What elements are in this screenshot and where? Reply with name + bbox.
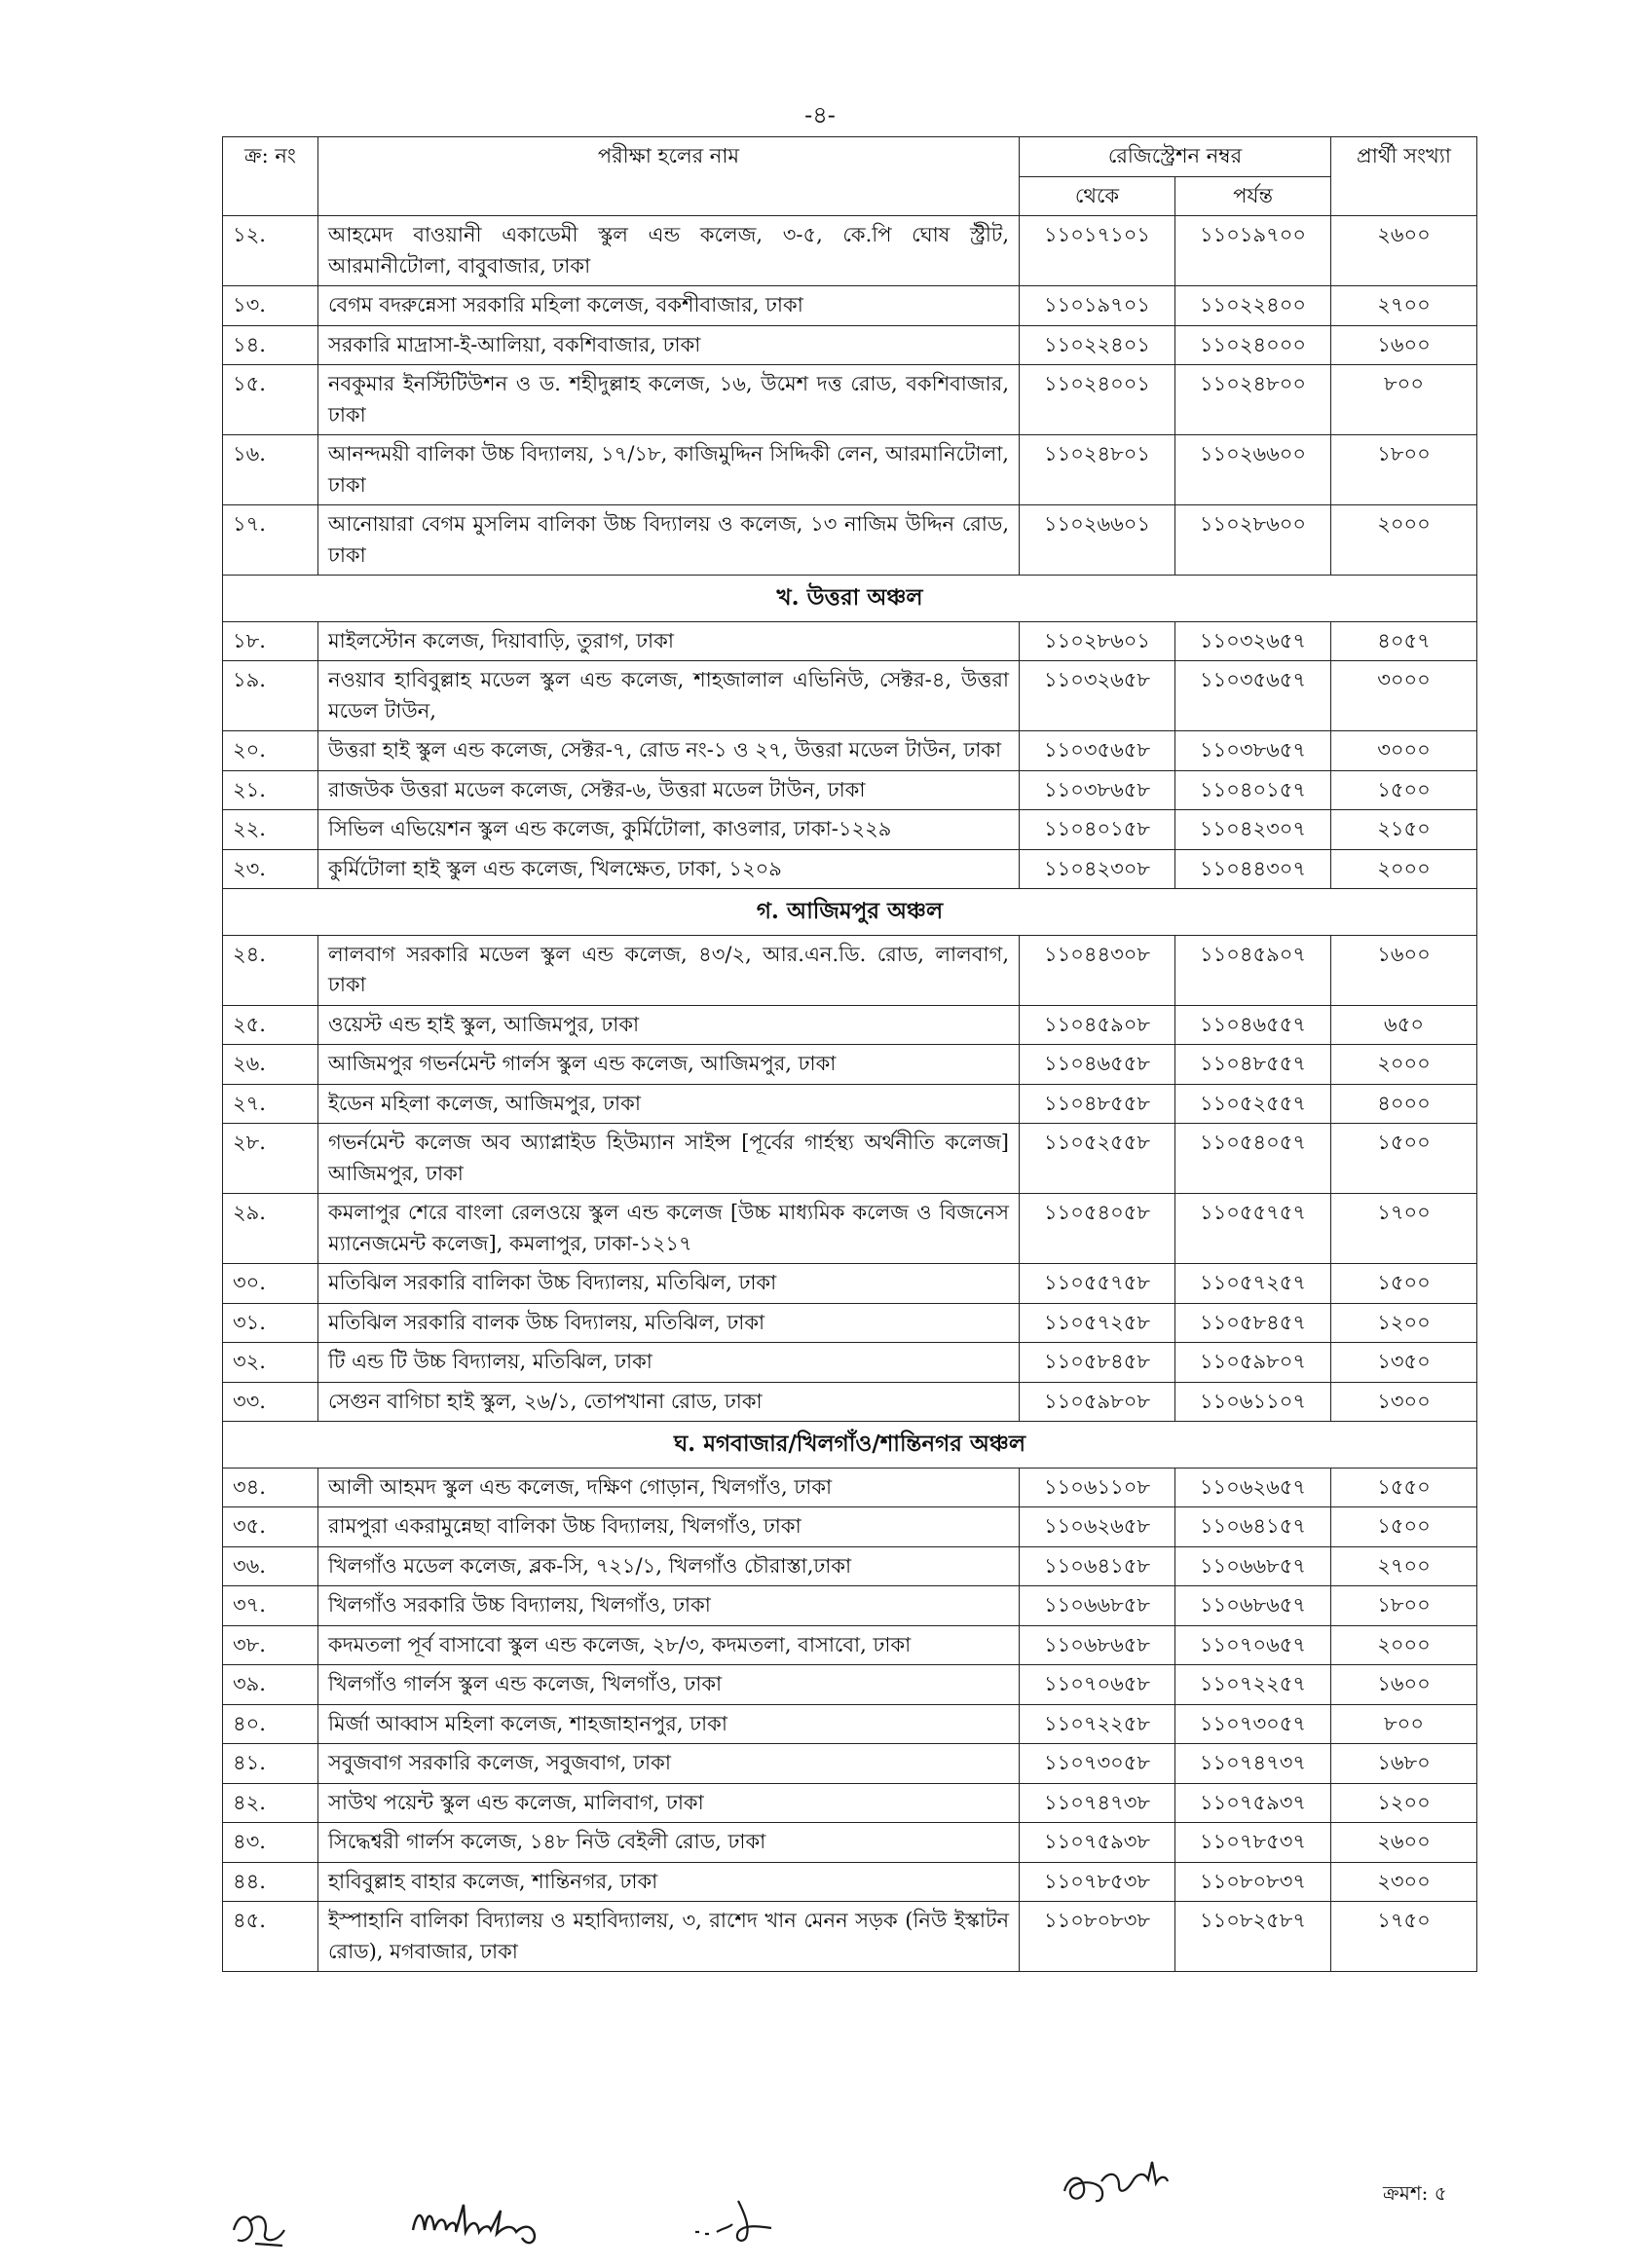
table-row — [223, 1194, 1477, 1264]
serial-cell: ৩৫. — [223, 1507, 318, 1547]
registration-to-cell: ১১০১৯৭০০ — [1175, 216, 1331, 286]
candidate-count-cell: ১৬০০ — [1331, 935, 1477, 1005]
serial-cell: ৪৫. — [223, 1902, 318, 1972]
serial-cell: ৪২. — [223, 1783, 318, 1823]
candidate-count-cell: ১৭০০ — [1331, 1194, 1477, 1264]
serial-cell: ২৯. — [223, 1194, 318, 1264]
registration-from-cell: ১১০৫৪০৫৮ — [1020, 1194, 1175, 1264]
serial-cell: ৩২. — [223, 1343, 318, 1383]
serial-cell: ১৪. — [223, 325, 318, 365]
registration-to-cell: ১১০৩৫৬৫৭ — [1175, 661, 1331, 731]
registration-from-cell: ১১০২৪৮০১ — [1020, 435, 1175, 505]
registration-to-cell: ১১০৭৮৫৩৭ — [1175, 1823, 1331, 1863]
registration-to-cell: ১১০৮২৫৮৭ — [1175, 1902, 1331, 1972]
serial-cell: ৩৭. — [223, 1586, 318, 1626]
table-row — [223, 1507, 1477, 1547]
zone-heading-row — [223, 889, 1477, 936]
hall-name-cell: গভর্নমেন্ট কলেজ অব অ্যাপ্লাইড হিউম্যান সাইন্স [পূর্বের গার্হস্থ্য অর্থনীতি কলেজ] আজিমপুর, ঢাকা — [318, 1124, 1020, 1194]
registration-from-cell: ১১০৪০১৫৮ — [1020, 810, 1175, 850]
table-row — [223, 1862, 1477, 1902]
registration-from-cell: ১১০৫৭২৫৮ — [1020, 1303, 1175, 1343]
serial-cell: ৩০. — [223, 1264, 318, 1304]
hall-name-cell: কুর্মিটোলা হাই স্কুল এন্ড কলেজ, খিলক্ষেত, ঢাকা, ১২০৯ — [318, 849, 1020, 889]
registration-from-cell: ১১০৩৫৬৫৮ — [1020, 731, 1175, 771]
registration-to-cell: ১১০৬১১০৭ — [1175, 1382, 1331, 1422]
table-row — [223, 1744, 1477, 1784]
serial-cell: ২৩. — [223, 849, 318, 889]
registration-from-cell: ১১০৪৬৫৫৮ — [1020, 1045, 1175, 1085]
zone-heading: ঘ. মগবাজার/খিলগাঁও/শান্তিনগর অঞ্চল — [223, 1422, 1477, 1469]
serial-cell: ২৮. — [223, 1124, 318, 1194]
registration-to-cell: ১১০৪০১৫৭ — [1175, 770, 1331, 810]
registration-to-cell: ১১০৭০৬৫৭ — [1175, 1625, 1331, 1665]
zone-heading: খ. উত্তরা অঞ্চল — [223, 576, 1477, 622]
hall-name-cell: আজিমপুর গভর্নমেন্ট গার্লস স্কুল এন্ড কলেজ, আজিমপুর, ঢাকা — [318, 1045, 1020, 1085]
registration-to-cell: ১১০৭৫৯৩৭ — [1175, 1783, 1331, 1823]
registration-to-cell: ১১০৬৮৬৫৭ — [1175, 1586, 1331, 1626]
header-row — [223, 137, 1477, 177]
candidate-count-cell: ১৮০০ — [1331, 435, 1477, 505]
hall-name-cell: আনন্দময়ী বালিকা উচ্চ বিদ্যালয়, ১৭/১৮, কাজিমুদ্দিন সিদ্দিকী লেন, আরমানিটোলা, ঢাকা — [318, 435, 1020, 505]
serial-cell: ২১. — [223, 770, 318, 810]
registration-to-cell: ১১০৪৬৫৫৭ — [1175, 1005, 1331, 1045]
table-row — [223, 1468, 1477, 1507]
registration-to-cell: ১১০২৬৬০০ — [1175, 435, 1331, 505]
serial-cell: ২৫. — [223, 1005, 318, 1045]
registration-from-cell: ১১০৫৮৪৫৮ — [1020, 1343, 1175, 1383]
registration-to-cell: ১১০২৪৮০০ — [1175, 365, 1331, 435]
candidate-count-cell: ১৮০০ — [1331, 1586, 1477, 1626]
candidate-count-cell: ৩০০০ — [1331, 661, 1477, 731]
serial-cell: ৩৬. — [223, 1546, 318, 1586]
header-serial: ক্র: নং — [223, 137, 318, 216]
registration-to-cell: ১১০৫৫৭৫৭ — [1175, 1194, 1331, 1264]
signature-1 — [226, 2201, 294, 2254]
signature-mahfuz — [407, 2191, 563, 2249]
hall-name-cell: ওয়েস্ট এন্ড হাই স্কুল, আজিমপুর, ঢাকা — [318, 1005, 1020, 1045]
registration-to-cell: ১১০২৮৬০০ — [1175, 505, 1331, 576]
registration-to-cell: ১১০৩৮৬৫৭ — [1175, 731, 1331, 771]
table-row — [223, 770, 1477, 810]
candidate-count-cell: ১৬৮০ — [1331, 1744, 1477, 1784]
candidate-count-cell: ৪০৫৭ — [1331, 621, 1477, 661]
candidate-count-cell: ৮০০ — [1331, 1704, 1477, 1744]
serial-cell: ১৮. — [223, 621, 318, 661]
registration-from-cell: ১১০৬১১০৮ — [1020, 1468, 1175, 1507]
table-row — [223, 1382, 1477, 1422]
candidate-count-cell: ২৬০০ — [1331, 1823, 1477, 1863]
serial-cell: ১৯. — [223, 661, 318, 731]
registration-from-cell: ১১০৭৮৫৩৮ — [1020, 1862, 1175, 1902]
registration-to-cell: ১১০২২৪০০ — [1175, 286, 1331, 326]
table-row — [223, 1005, 1477, 1045]
registration-from-cell: ১১০৮০৮৩৮ — [1020, 1902, 1175, 1972]
hall-name-cell: মতিঝিল সরকারি বালক উচ্চ বিদ্যালয়, মতিঝিল, ঢাকা — [318, 1303, 1020, 1343]
registration-to-cell: ১১০৫৯৮০৭ — [1175, 1343, 1331, 1383]
serial-cell: ৩৪. — [223, 1468, 318, 1507]
registration-to-cell: ১১০৪২৩০৭ — [1175, 810, 1331, 850]
table-row — [223, 731, 1477, 771]
hall-name-cell: ইস্পাহানি বালিকা বিদ্যালয় ও মহাবিদ্যালয়, ৩, রাশেদ খান মেনন সড়ক (নিউ ইস্কাটন রোড), মগবাজার, ঢাকা — [318, 1902, 1020, 1972]
hall-name-cell: মতিঝিল সরকারি বালিকা উচ্চ বিদ্যালয়, মতিঝিল, ঢাকা — [318, 1264, 1020, 1304]
serial-cell: ৪৪. — [223, 1862, 318, 1902]
candidate-count-cell: ২০০০ — [1331, 849, 1477, 889]
registration-to-cell: ১১০৪৪৩০৭ — [1175, 849, 1331, 889]
hall-name-cell: কমলাপুর শেরে বাংলা রেলওয়ে স্কুল এন্ড কলেজ [উচ্চ মাধ্যমিক কলেজ ও বিজনেস ম্যানেজমেন্ট কলেজ], কমলাপুর, ঢাকা-১২১৭ — [318, 1194, 1020, 1264]
table-row — [223, 1704, 1477, 1744]
registration-from-cell: ১১০৩২৬৫৮ — [1020, 661, 1175, 731]
registration-to-cell: ১১০৭২২৫৭ — [1175, 1665, 1331, 1705]
hall-name-cell: মাইলস্টোন কলেজ, দিয়াবাড়ি, তুরাগ, ঢাকা — [318, 621, 1020, 661]
registration-to-cell: ১১০৬৬৮৫৭ — [1175, 1546, 1331, 1586]
table-row — [223, 1343, 1477, 1383]
registration-to-cell: ১১০৫২৫৫৭ — [1175, 1084, 1331, 1124]
page-number: -৪- — [804, 101, 836, 129]
hall-name-cell: কদমতলা পূর্ব বাসাবো স্কুল এন্ড কলেজ, ২৮/৩, কদমতলা, বাসাবো, ঢাকা — [318, 1625, 1020, 1665]
registration-from-cell: ১১০৬৮৬৫৮ — [1020, 1625, 1175, 1665]
table-row — [223, 1264, 1477, 1304]
registration-to-cell: ১১০৩২৬৫৭ — [1175, 621, 1331, 661]
table-row — [223, 1823, 1477, 1863]
registration-from-cell: ১১০৬৪১৫৮ — [1020, 1546, 1175, 1586]
candidate-count-cell: ৬৫০ — [1331, 1005, 1477, 1045]
signatures-area — [222, 2152, 1476, 2259]
table-row — [223, 1586, 1477, 1626]
hall-name-cell: সবুজবাগ সরকারি কলেজ, সবুজবাগ, ঢাকা — [318, 1744, 1020, 1784]
candidate-count-cell: ২০০০ — [1331, 505, 1477, 576]
candidate-count-cell: ১৩৫০ — [1331, 1343, 1477, 1383]
serial-cell: ১৬. — [223, 435, 318, 505]
signature-3 — [690, 2189, 797, 2248]
registration-to-cell: ১১০৮০৮৩৭ — [1175, 1862, 1331, 1902]
serial-cell: ১৩. — [223, 286, 318, 326]
table-row — [223, 1303, 1477, 1343]
serial-cell: ১৫. — [223, 365, 318, 435]
registration-to-cell: ১১০৪৮৫৫৭ — [1175, 1045, 1331, 1085]
table-row — [223, 435, 1477, 505]
registration-from-cell: ১১০৭২২৫৮ — [1020, 1704, 1175, 1744]
zone-heading: গ. আজিমপুর অঞ্চল — [223, 889, 1477, 936]
hall-name-cell: ইডেন মহিলা কলেজ, আজিমপুর, ঢাকা — [318, 1084, 1020, 1124]
candidate-count-cell: ১৭৫০ — [1331, 1902, 1477, 1972]
candidate-count-cell: ১৫০০ — [1331, 1124, 1477, 1194]
registration-to-cell: ১১০৪৫৯০৭ — [1175, 935, 1331, 1005]
candidate-count-cell: ১৫৫০ — [1331, 1468, 1477, 1507]
continued-note: ক্রমশ: ৫ — [1383, 2181, 1447, 2205]
serial-cell: ১২. — [223, 216, 318, 286]
candidate-count-cell: ৪০০০ — [1331, 1084, 1477, 1124]
table-row — [223, 1665, 1477, 1705]
registration-to-cell: ১১০৭৪৭৩৭ — [1175, 1744, 1331, 1784]
table-row — [223, 1045, 1477, 1085]
header-registration: রেজিস্ট্রেশন নম্বর — [1020, 137, 1331, 177]
hall-name-cell: খিলগাঁও সরকারি উচ্চ বিদ্যালয়, খিলগাঁও, ঢাকা — [318, 1586, 1020, 1626]
registration-from-cell: ১১০৪৪৩০৮ — [1020, 935, 1175, 1005]
table-row — [223, 216, 1477, 286]
table-row — [223, 810, 1477, 850]
hall-name-cell: খিলগাঁও গার্লস স্কুল এন্ড কলেজ, খিলগাঁও, ঢাকা — [318, 1665, 1020, 1705]
table-row — [223, 1902, 1477, 1972]
header-from: থেকে — [1020, 176, 1175, 216]
table-row — [223, 505, 1477, 576]
registration-from-cell: ১১০৭৫৯৩৮ — [1020, 1823, 1175, 1863]
registration-from-cell: ১১০৭৩০৫৮ — [1020, 1744, 1175, 1784]
candidate-count-cell: ২৩০০ — [1331, 1862, 1477, 1902]
registration-to-cell: ১১০২৪০০০ — [1175, 325, 1331, 365]
table-row — [223, 1783, 1477, 1823]
candidate-count-cell: ৩০০০ — [1331, 731, 1477, 771]
table-row — [223, 1084, 1477, 1124]
hall-name-cell: সরকারি মাদ্রাসা-ই-আলিয়া, বকশিবাজার, ঢাকা — [318, 325, 1020, 365]
registration-to-cell: ১১০৫৪০৫৭ — [1175, 1124, 1331, 1194]
hall-name-cell: সিভিল এভিয়েশন স্কুল এন্ড কলেজ, কুর্মিটোলা, কাওলার, ঢাকা-১২২৯ — [318, 810, 1020, 850]
hall-name-cell: আহমেদ বাওয়ানী একাডেমী স্কুল এন্ড কলেজ, ৩-৫, কে.পি ঘোষ স্ট্রীট, আরমানীটোলা, বাবুবাজার, ঢাকা — [318, 216, 1020, 286]
serial-cell: ৩৮. — [223, 1625, 318, 1665]
header-hall-name: পরীক্ষা হলের নাম — [318, 137, 1020, 216]
table-row — [223, 621, 1477, 661]
candidate-count-cell: ২১৫০ — [1331, 810, 1477, 850]
candidate-count-cell: ১৬০০ — [1331, 1665, 1477, 1705]
registration-to-cell: ১১০৬৪১৫৭ — [1175, 1507, 1331, 1547]
table-row — [223, 1124, 1477, 1194]
registration-from-cell: ১১০২৬৬০১ — [1020, 505, 1175, 576]
candidate-count-cell: ২৭০০ — [1331, 1546, 1477, 1586]
candidate-count-cell: ২০০০ — [1331, 1625, 1477, 1665]
table-row — [223, 325, 1477, 365]
hall-name-cell: নবকুমার ইনস্টিটিউশন ও ড. শহীদুল্লাহ কলেজ, ১৬, উমেশ দত্ত রোড, বকশিবাজার, ঢাকা — [318, 365, 1020, 435]
candidate-count-cell: ১৫০০ — [1331, 770, 1477, 810]
hall-name-cell: টি এন্ড টি উচ্চ বিদ্যালয়, মতিঝিল, ঢাকা — [318, 1343, 1020, 1383]
serial-cell: ২৬. — [223, 1045, 318, 1085]
registration-from-cell: ১১০২২৪০১ — [1020, 325, 1175, 365]
registration-from-cell: ১১০২৮৬০১ — [1020, 621, 1175, 661]
hall-name-cell: হাবিবুল্লাহ বাহার কলেজ, শান্তিনগর, ঢাকা — [318, 1862, 1020, 1902]
registration-from-cell: ১১০৪২৩০৮ — [1020, 849, 1175, 889]
hall-name-cell: লালবাগ সরকারি মডেল স্কুল এন্ড কলেজ, ৪৩/২, আর.এন.ডি. রোড, লালবাগ, ঢাকা — [318, 935, 1020, 1005]
serial-cell: ২০. — [223, 731, 318, 771]
registration-from-cell: ১১০৫৫৭৫৮ — [1020, 1264, 1175, 1304]
serial-cell: ২২. — [223, 810, 318, 850]
table-row — [223, 1625, 1477, 1665]
table-row — [223, 935, 1477, 1005]
candidate-count-cell: ১৫০০ — [1331, 1264, 1477, 1304]
hall-name-cell: রাজউক উত্তরা মডেল কলেজ, সেক্টর-৬, উত্তরা মডেল টাউন, ঢাকা — [318, 770, 1020, 810]
registration-from-cell: ১১০৫৯৮০৮ — [1020, 1382, 1175, 1422]
zone-heading-row — [223, 576, 1477, 622]
registration-from-cell: ১১০৫২৫৫৮ — [1020, 1124, 1175, 1194]
hall-name-cell: রামপুরা একরামুন্নেছা বালিকা উচ্চ বিদ্যালয়, খিলগাঁও, ঢাকা — [318, 1507, 1020, 1547]
exam-hall-table — [222, 136, 1477, 1972]
registration-from-cell: ১১০৬২৬৫৮ — [1020, 1507, 1175, 1547]
header-candidates: প্রার্থী সংখ্যা — [1331, 137, 1477, 216]
registration-from-cell: ১১০৭৪৭৩৮ — [1020, 1783, 1175, 1823]
candidate-count-cell: ৮০০ — [1331, 365, 1477, 435]
hall-name-cell: আনোয়ারা বেগম মুসলিম বালিকা উচ্চ বিদ্যালয় ও কলেজ, ১৩ নাজিম উদ্দিন রোড, ঢাকা — [318, 505, 1020, 576]
hall-name-cell: আলী আহমদ স্কুল এন্ড কলেজ, দক্ষিণ গোড়ান, খিলগাঁও, ঢাকা — [318, 1468, 1020, 1507]
candidate-count-cell: ২০০০ — [1331, 1045, 1477, 1085]
registration-from-cell: ১১০৭০৬৫৮ — [1020, 1665, 1175, 1705]
header-to: পর্যন্ত — [1175, 176, 1331, 216]
table-row — [223, 365, 1477, 435]
candidate-count-cell: ১২০০ — [1331, 1783, 1477, 1823]
registration-from-cell: ১১০৩৮৬৫৮ — [1020, 770, 1175, 810]
hall-name-cell: মির্জা আব্বাস মহিলা কলেজ, শাহজাহানপুর, ঢাকা — [318, 1704, 1020, 1744]
candidate-count-cell: ১৫০০ — [1331, 1507, 1477, 1547]
registration-to-cell: ১১০৫৭২৫৭ — [1175, 1264, 1331, 1304]
registration-to-cell: ১১০৬২৬৫৭ — [1175, 1468, 1331, 1507]
registration-from-cell: ১১০৪৮৫৫৮ — [1020, 1084, 1175, 1124]
serial-cell: ৩১. — [223, 1303, 318, 1343]
candidate-count-cell: ১৩০০ — [1331, 1382, 1477, 1422]
serial-cell: ১৭. — [223, 505, 318, 576]
hall-name-cell: উত্তরা হাই স্কুল এন্ড কলেজ, সেক্টর-৭, রোড নং-১ ও ২৭, উত্তরা মডেল টাউন, ঢাকা — [318, 731, 1020, 771]
registration-from-cell: ১১০৪৫৯০৮ — [1020, 1005, 1175, 1045]
table-row — [223, 1546, 1477, 1586]
serial-cell: ৩৩. — [223, 1382, 318, 1422]
hall-name-cell: নওয়াব হাবিবুল্লাহ মডেল স্কুল এন্ড কলেজ, শাহজালাল এভিনিউ, সেক্টর-৪, উত্তরা মডেল টাউন, — [318, 661, 1020, 731]
candidate-count-cell: ২৬০০ — [1331, 216, 1477, 286]
serial-cell: ২৭. — [223, 1084, 318, 1124]
table-row — [223, 661, 1477, 731]
registration-to-cell: ১১০৭৩০৫৭ — [1175, 1704, 1331, 1744]
table-row — [223, 849, 1477, 889]
signature-4 — [1055, 2152, 1172, 2220]
registration-from-cell: ১১০১৯৭০১ — [1020, 286, 1175, 326]
serial-cell: ৪০. — [223, 1704, 318, 1744]
candidate-count-cell: ১২০০ — [1331, 1303, 1477, 1343]
candidate-count-cell: ২৭০০ — [1331, 286, 1477, 326]
serial-cell: ৪১. — [223, 1744, 318, 1784]
registration-from-cell: ১১০১৭১০১ — [1020, 216, 1175, 286]
candidate-count-cell: ১৬০০ — [1331, 325, 1477, 365]
table-body — [223, 216, 1477, 1972]
serial-cell: ২৪. — [223, 935, 318, 1005]
hall-name-cell: সিদ্ধেশ্বরী গার্লস কলেজ, ১৪৮ নিউ বেইলী রোড, ঢাকা — [318, 1823, 1020, 1863]
table-row — [223, 286, 1477, 326]
registration-from-cell: ১১০২৪০০১ — [1020, 365, 1175, 435]
registration-from-cell: ১১০৬৬৮৫৮ — [1020, 1586, 1175, 1626]
zone-heading-row — [223, 1422, 1477, 1469]
hall-name-cell: সেগুন বাগিচা হাই স্কুল, ২৬/১, তোপখানা রোড, ঢাকা — [318, 1382, 1020, 1422]
serial-cell: ৩৯. — [223, 1665, 318, 1705]
hall-name-cell: সাউথ পয়েন্ট স্কুল এন্ড কলেজ, মালিবাগ, ঢাকা — [318, 1783, 1020, 1823]
registration-to-cell: ১১০৫৮৪৫৭ — [1175, 1303, 1331, 1343]
hall-name-cell: খিলগাঁও মডেল কলেজ, ব্লক-সি, ৭২১/১, খিলগাঁও চৌরাস্তা,ঢাকা — [318, 1546, 1020, 1586]
serial-cell: ৪৩. — [223, 1823, 318, 1863]
hall-name-cell: বেগম বদরুন্নেসা সরকারি মহিলা কলেজ, বকশীবাজার, ঢাকা — [318, 286, 1020, 326]
